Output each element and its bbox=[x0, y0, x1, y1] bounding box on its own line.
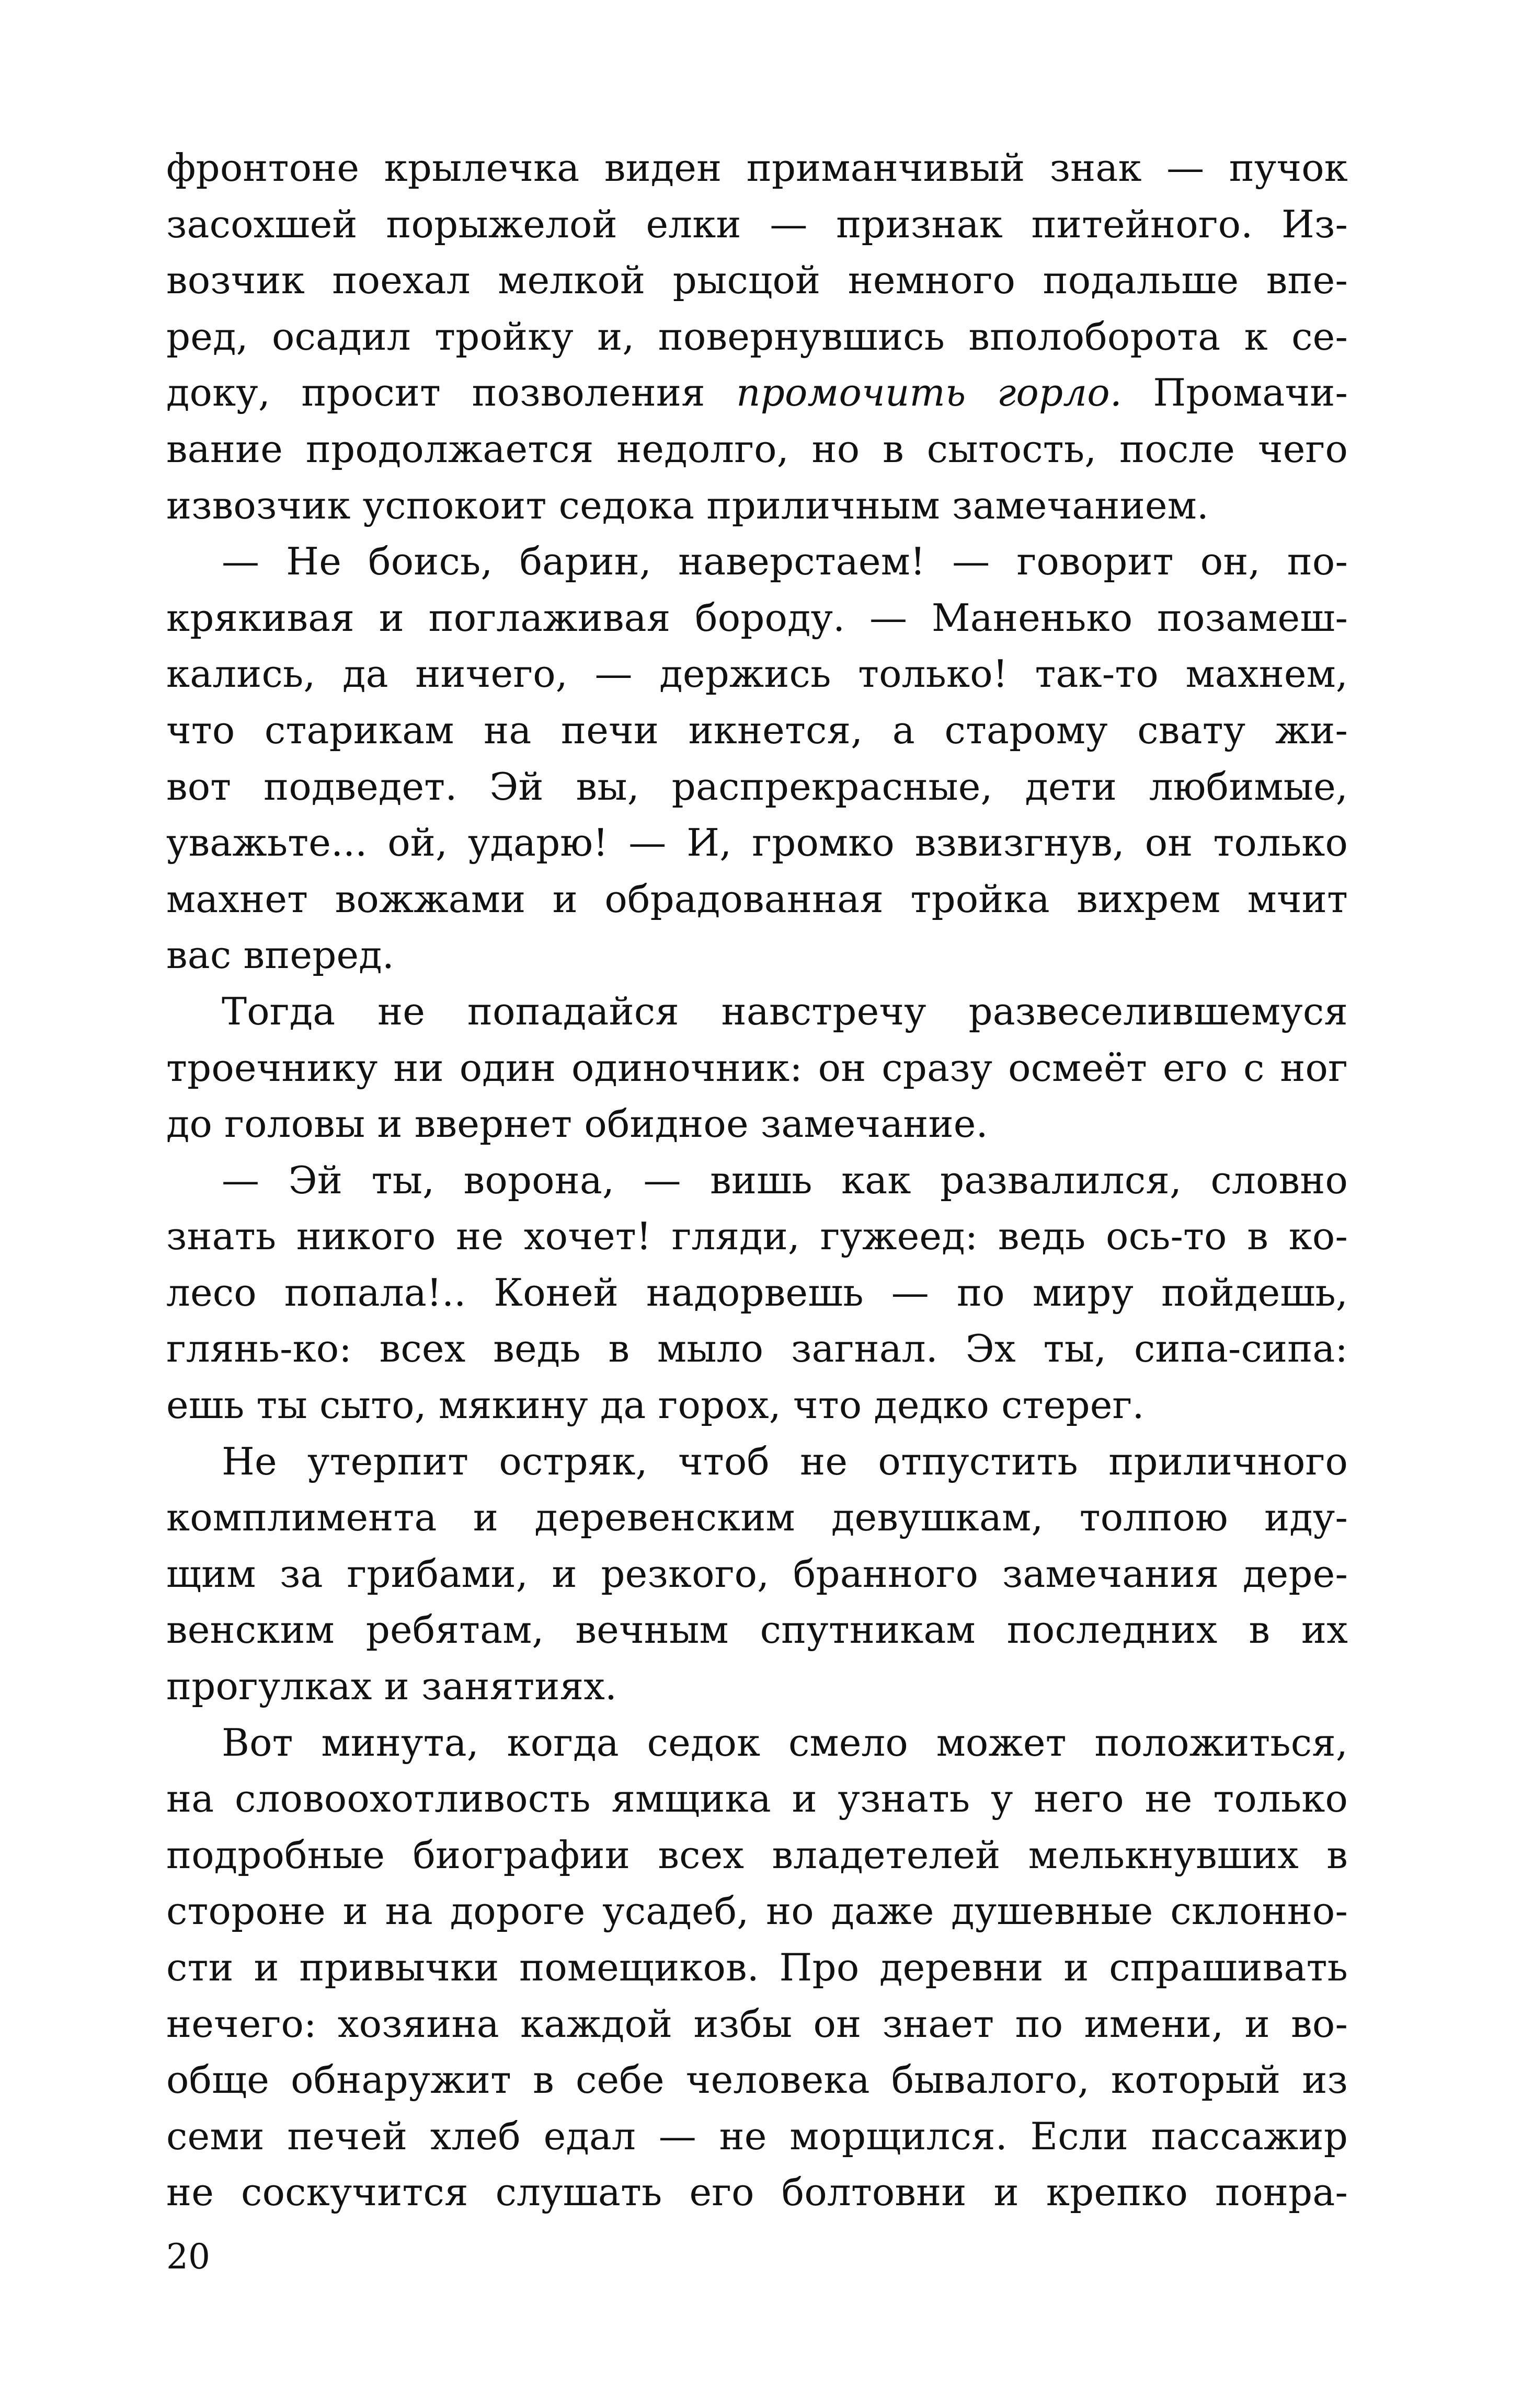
text-segment: доку, просит позволения bbox=[166, 371, 705, 415]
paragraph-first-line: Не утерпит остряк, чтоб не отпустить приличного bbox=[222, 1439, 1348, 1483]
text-line: стороне и на дороге усадеб, но даже душевные склонно- bbox=[166, 1889, 1348, 1933]
page-number: 20 bbox=[166, 2237, 210, 2277]
text-line: возчик поехал мелкой рысцой немного подальше впе- bbox=[166, 258, 1348, 303]
text-line: вание продолжается недолго, но в сытость, после чего bbox=[166, 427, 1348, 471]
text-line: глянь-ко: всех ведь в мыло загнал. Эх ты, сипа-сипа: bbox=[166, 1327, 1348, 1371]
text-line: лесо попала!.. Коней надорвешь — по миру пойдешь, bbox=[166, 1270, 1348, 1315]
text-line: семи печей хлеб едал — не морщился. Если пассажир bbox=[166, 2114, 1348, 2158]
body-text bbox=[166, 140, 1348, 2221]
text-line: сти и привычки помещиков. Про деревни и спрашивать bbox=[166, 1945, 1348, 1989]
text-line: подробные биографии всех владетелей мелькнувших в bbox=[166, 1833, 1348, 1877]
text-line: крякивая и поглаживая бороду. — Маненько позамеш- bbox=[166, 595, 1348, 640]
text-line: махнет вожжами и обрадованная тройка вихрем мчит bbox=[166, 877, 1348, 921]
text-line: уважьте... ой, ударю! — И, громко взвизгнув, он только bbox=[166, 821, 1348, 865]
text-line bbox=[166, 365, 1348, 421]
text-line: не соскучится слушать его болтовни и крепко понра- bbox=[166, 2170, 1348, 2215]
text-line: венским ребятам, вечным спутникам последних в их bbox=[166, 1608, 1348, 1652]
text-line: ешь ты сыто, мякину да горох, что дедко стерег. bbox=[166, 1383, 1145, 1427]
paragraph-first-line: — Не боись, барин, наверстаем! — говорит он, по- bbox=[222, 539, 1348, 584]
text-line: прогулках и занятиях. bbox=[166, 1664, 617, 1709]
paragraph-first-line: — Эй ты, ворона, — вишь как развалился, словно bbox=[222, 1158, 1348, 1202]
text-line: фронтоне крылечка виден приманчивый знак — пучок bbox=[166, 146, 1348, 190]
text-line: засохшей порыжелой елки — признак питейного. Из- bbox=[166, 202, 1348, 246]
text-line: обще обнаружит в себе человека бывалого, который из bbox=[166, 2058, 1348, 2102]
italic-phrase: промочить горло. bbox=[736, 371, 1122, 415]
text-line: комплимента и деревенским девушкам, толпою иду- bbox=[166, 1495, 1348, 1540]
text-line: вот подведет. Эй вы, распрекрасные, дети любимые, bbox=[166, 764, 1348, 809]
text-line: троечнику ни один одиночник: он сразу осмеёт его с ног bbox=[166, 1045, 1348, 1090]
text-line: знать никого не хочет! гляди, гужеед: ведь ось-то в ко- bbox=[166, 1214, 1348, 1259]
text-line: до головы и ввернет обидное замечание. bbox=[166, 1102, 988, 1146]
text-line: кались, да ничего, — держись только! так-то махнем, bbox=[166, 652, 1348, 696]
paragraph-first-line: Вот минута, когда седок смело может положиться, bbox=[222, 1720, 1348, 1765]
text-line: на словоохотливость ямщика и узнать у него не только bbox=[166, 1777, 1348, 1821]
paragraph-first-line: Тогда не попадайся навстречу развеселившемуся bbox=[222, 989, 1348, 1033]
text-line: щим за грибами, и резкого, бранного замечания дере- bbox=[166, 1551, 1348, 1596]
text-line: что старикам на печи икнется, а старому свату жи- bbox=[166, 708, 1348, 752]
text-line: ред, осадил тройку и, повернувшись вполоборота к се- bbox=[166, 314, 1348, 359]
text-line: нечего: хозяина каждой избы он знает по имени, и во- bbox=[166, 2001, 1348, 2046]
text-line: вас вперед. bbox=[166, 933, 394, 977]
text-segment: Промачи- bbox=[1153, 371, 1348, 415]
text-line: извозчик успокоит седока приличным замечанием. bbox=[166, 483, 1209, 527]
